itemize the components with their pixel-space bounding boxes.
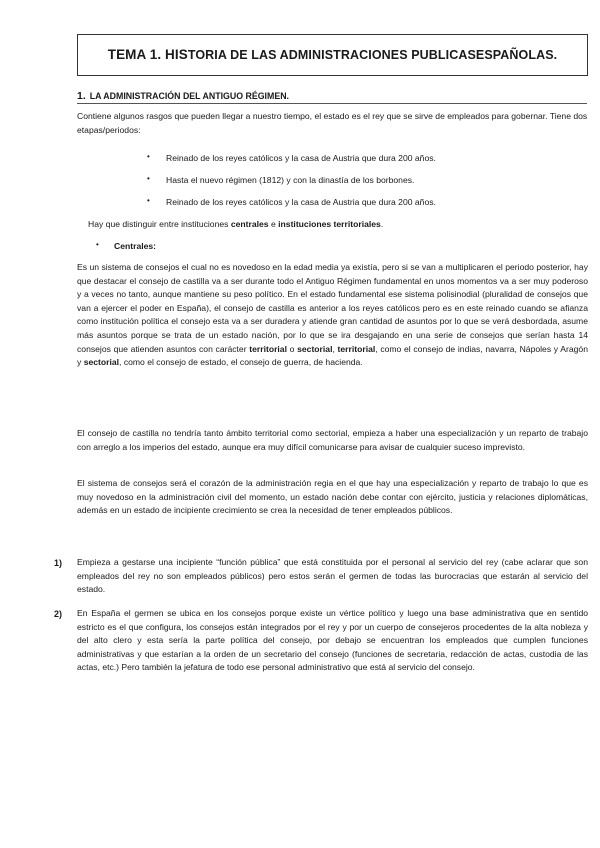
title-rest: TORIA DE LAS ADMINISTRACIONES PUBLICASESPAÑOLAS.: [187, 48, 558, 62]
item-number-2: 2): [54, 609, 63, 619]
bullet-dot: •: [147, 152, 150, 161]
paragraph-text: Es un sistema de consejos el cual no es novedoso en la edad media ya existía, pero si se van a multiplicaren el periodo posterior, hay que destacar el consejo de castilla va a ser durante todo el Antiguo Régimen fundamental en unos momentos va a ser muy poderoso y a veces no tanto, aunque mantiene su peso político. En el estado fundamental ese sistema polisinodial (pluralidad de consejos que van a ejercer el poder en España), el consejo de castilla es anterior a los reyes católicos pero es en este reinado cuando se afianza como institución política el consejo esta va a ser duradera y atiende gran cantidad de asuntos por lo que se verá desbordada, asume más asuntos porque se trata de un estado nación, por lo que se ira desgajando en una serie de consejos que serían hasta 14 consejos que atienden asuntos con carácter: [77, 262, 588, 354]
page-title: [78, 47, 587, 62]
paragraph-castilla: El consejo de castilla no tendría tanto ámbito territorial como sectorial, empieza a haber una especialización y un reparto de trabajo con arreglo a los imperios del estado, aunque era muy difícil comunicarse para avisar de cualquier suceso imprevisto.: [77, 428, 588, 452]
distinguish-text: e: [268, 219, 279, 229]
item-number-1: 1): [54, 558, 63, 568]
paragraph-text: , como el consejo de estado, el consejo de guerra, de hacienda.: [119, 357, 363, 368]
bullet-dot: •: [147, 174, 150, 183]
section-number: 1.: [77, 90, 86, 102]
paragraph-sistema: El sistema de consejos será el corazón de la administración regia en el que hay una especialización y reparto de trabajo lo que es muy novedoso en la administración civil del momento, un estado nación debe contar con ejército, justicia y relaciones diplomáticas, además en un estado de incipiente crecimiento se crea la necesidad de tener empleados públicos.: [77, 478, 588, 516]
distinguish-text: Hay que distinguir entre instituciones: [88, 219, 231, 229]
paragraph-text: o: [286, 343, 298, 354]
period-item-1: Reinado de los reyes católicos y la casa de Austria que dura 200 años.: [166, 153, 436, 163]
bold-term: territorial: [337, 343, 376, 354]
section-label: LA ADMINISTRACIÓN DEL ANTIGUO RÉGIMEN.: [89, 91, 289, 101]
section-heading: [77, 90, 587, 104]
paragraph-text: , como el consejo de indias, navarra, Nápoles y Aragón y: [77, 343, 588, 368]
intro-paragraph: Contiene algunos rasgos que pueden llegar a nuestro tiempo, el estado es el rey que se sirve de empleados para gobernar. Tiene dos etapas/periodos:: [77, 111, 588, 135]
paragraph-consejos: [77, 261, 588, 370]
bold-term: sectorial: [297, 343, 333, 354]
distinguish-paragraph: [88, 218, 383, 230]
period-item-2: Hasta el nuevo régimen (1812) y con la dinastía de los borbones.: [166, 175, 415, 185]
term-centrales: centrales: [230, 219, 269, 229]
bullet-dot: •: [147, 196, 150, 205]
title-box: [77, 34, 588, 76]
item-text-2: En España el germen se ubica en los consejos porque existe un vértice político y luego una base administrativa que en sentido estricto es el que configura, los consejos están integrados por el rey y por un cuerpo de consejeros procedentes de la alta nobleza y del alto clero y esta sería la parte política del consejo, por debajo se encuentran los empleados que cumplen funciones administrativas y que estarían a la orden de un secretario del consejo (funciones de secretaria, redacción de actas, custodia de las actas, etc.) Pero también la jefatura de todo ese personal administrativo que está al servicio del consejo.: [77, 608, 588, 673]
title-prefix: TEMA 1. HIS: [107, 47, 188, 62]
distinguish-text: .: [380, 219, 384, 229]
bold-term: sectorial: [83, 357, 120, 368]
bold-term: territorial: [249, 343, 287, 354]
paragraph-text: ,: [332, 343, 338, 354]
bullet-dot: •: [96, 240, 99, 249]
centrales-label: Centrales:: [114, 241, 157, 251]
term-territoriales: instituciones territoriales: [278, 219, 381, 229]
item-text-1: Empieza a gestarse una incipiente “función pública” que está constituida por el personal al servicio del rey (cabe aclarar que son empleados del rey no son empleados públicos) pero estos serán el germen de todas las burocracias que estarán al servicio del estado.: [77, 557, 588, 595]
period-item-3: Reinado de los reyes católicos y la casa de Austria que dura 200 años.: [166, 197, 436, 207]
